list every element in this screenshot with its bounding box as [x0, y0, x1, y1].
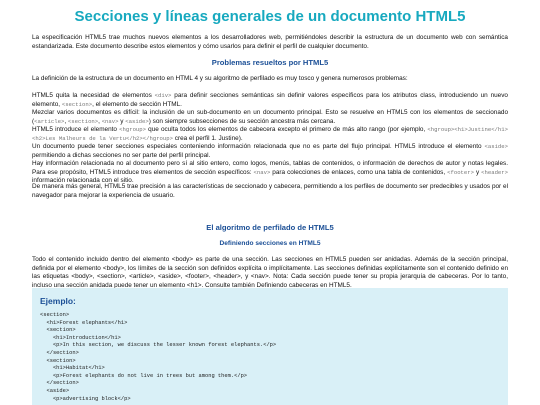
subsection-heading-defining-sections: Definiendo secciones en HTML5	[219, 240, 321, 247]
inline-code: <section>	[61, 100, 93, 108]
inline-code: <hgroup><h1>Justine</h1><h2>Les Malheurs de la Vertu</h2></hgroup>	[32, 126, 508, 142]
code-line: <section>	[40, 357, 76, 364]
problems-conclusion-paragraph: De manera más general, HTML5 trae precisión a las características de seccionado y cabecera, permitiendo a los perfiles de documento ser predecibles y usados por el navegador para mejorar la experiencia de usuario.	[32, 183, 508, 199]
inline-code: <footer>	[447, 168, 474, 176]
section-heading-algorithm: El algoritmo de perfilado de HTML5	[206, 223, 334, 232]
inline-code: <header>	[481, 168, 508, 176]
code-line: <p>advertising block</p>	[40, 395, 131, 402]
section-heading-problems: Problemas resueltos por HTML5	[211, 58, 329, 67]
inline-code: <article>	[34, 117, 65, 125]
code-line: <p>In this section, we discuss the lesser known forest elephants.</p>	[40, 342, 277, 349]
problems-intro-paragraph: La definición de la estructura de un documento en HTML 4 y su algoritmo de perfilado es muy tosco y genera numerosos problemas:	[32, 75, 408, 82]
inline-code: <aside>	[484, 143, 508, 150]
code-line: <section>	[40, 327, 76, 334]
example-code-block	[40, 312, 500, 403]
inline-code: <nav>	[101, 117, 119, 125]
code-line: <h1>Habitat</h1>	[40, 365, 105, 372]
inline-code: <section>	[67, 117, 99, 125]
code-line: <h1>Introduction</h1>	[40, 334, 121, 341]
inline-code: <hgroup>	[119, 126, 146, 133]
problems-list: HTML5 quita la necesidad de elementos <div> para definir secciones semánticas sin definir valores específicos para los atributos class, introduciendo un nuevo elemento, <section>, el elemento de sección HTML. Mezclar varios documentos es difícil: la inclusión de un sub-documento en un documento principal. Esto se resuelve en HTML5 con los elementos de seccionado (<article>, <section>, <nav> y <aside>) son siempre subsecciones de su sección ancestra más cercana. HTML5 introduce el elemento <hgroup> que oculta todos los elementos de cabecera excepto el primero de más alto rango (por ejemplo, <hgroup><h1>Justine</h1><h2>Les Malheurs de la Vertu</h2></hgroup> crea el perfil 1. Justine). Un documento puede tener secciones especiales conteniendo información relacionada que no es parte del flujo principal. HTML5 introduce el elemento <aside> permitiendo a dichas secciones no ser parte del perfil principal. Hay información relacionada no al documento pero sí al sitio entero, como logos, menús, tablas de contenidos, o información de derechos de autor y notas legales. Para ese propósito, HTML5 introduce tres elementos de sección específicos: <nav> para colecciones de enlaces, como una tabla de contenidos, <footer> y <header> información relacionada con el sitio.	[32, 92, 508, 184]
code-line: <aside>	[40, 387, 70, 394]
defining-sections-paragraph: Todo el contenido incluido dentro del elemento <body> es parte de una sección. Las secciones en HTML5 pueden ser anidadas. Además de la sección principal, definida por el elemento <body>, los límites de la sección son definidos explícita o implícitamente. Las secciones definidas explícitamente son el contenido definido en las etiquetas <body>, <section>, <article>, <aside>, <footer>, <header>, y <nav>. Nota: Cada sección puede tener su propia jerarquía de cabeceras. Por lo tanto, incluso una sección anidada puede tener un elemento <h1>. Consulte también Definiendo cabeceras en HTML5.	[32, 256, 508, 289]
inline-code: <div>	[154, 92, 172, 99]
code-line: <p>Forest elephants do not live in trees but among them.</p>	[40, 372, 248, 379]
page-title: Secciones y líneas generales de un documento HTML5	[74, 8, 466, 25]
code-line: </section>	[40, 349, 79, 356]
code-line: <h1>Forest elephants</h1>	[40, 319, 128, 326]
example-title: Ejemplo:	[40, 296, 76, 306]
inline-code: <nav>	[253, 168, 271, 176]
code-line: </section>	[40, 380, 79, 387]
intro-paragraph: La especificación HTML5 trae muchos nuevos elementos a los desarrolladores web, permitiéndoles describir la estructura de un documento web con semántica estandarizada. Este documento describe estos elementos y cómo usarlos para definir el perfil de cualquier documento.	[32, 34, 508, 50]
code-line: <section>	[40, 312, 70, 318]
inline-code: <aside>	[125, 117, 149, 125]
